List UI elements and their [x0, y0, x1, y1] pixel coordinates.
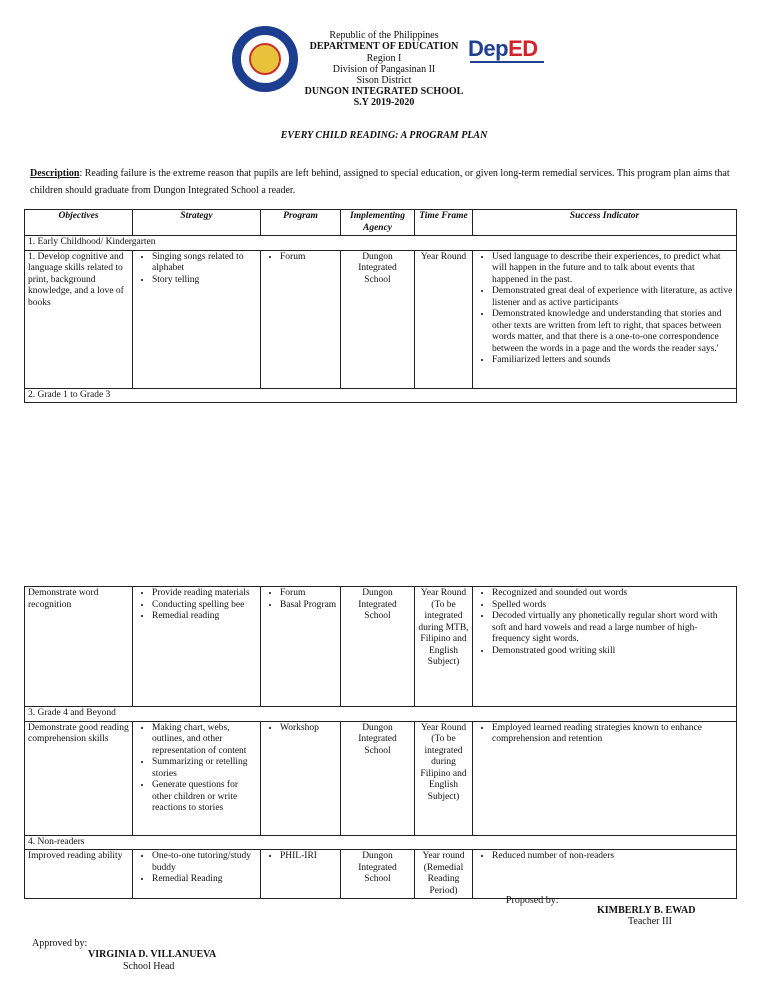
table-header-row	[25, 210, 737, 236]
header-agency: Implementing Agency	[341, 210, 415, 236]
description-label: Description	[30, 168, 80, 179]
section-label: 4. Non-readers	[25, 835, 737, 850]
strategy-item: • Remedial reading	[152, 611, 257, 623]
table-row	[25, 587, 737, 707]
table-row	[25, 250, 737, 388]
indicator-cell	[473, 850, 737, 899]
table-row	[25, 721, 737, 835]
header-time-frame: Time Frame	[415, 210, 473, 236]
header-objectives: Objectives	[25, 210, 133, 236]
division-line: Division of Pangasinan II	[332, 64, 436, 75]
strategy-item: • Story telling	[152, 275, 257, 287]
department-line: DEPARTMENT OF EDUCATION	[309, 41, 459, 52]
republic-line: Republic of the Philippines	[329, 30, 439, 41]
page-title: EVERY CHILD READING: A PROGRAM PLAN	[280, 130, 488, 141]
table-row	[25, 850, 737, 899]
district-line: Sison District	[356, 75, 412, 86]
indicator-item: • Spelled words	[492, 600, 733, 612]
header-program: Program	[261, 210, 341, 236]
header-success-indicator: Success Indicator	[473, 210, 737, 236]
program-item: • PHIL-IRI	[280, 851, 337, 863]
program-plan-table-1	[24, 209, 737, 403]
strategy-cell	[133, 250, 261, 388]
indicator-item: • Decoded virtually any phonetically regular short word with soft and hard vowels and read a large number of high-frequency sight words.	[492, 611, 733, 646]
program-item: • Forum	[280, 588, 337, 600]
objective-cell: Improved reading ability	[25, 850, 133, 899]
header-strategy: Strategy	[133, 210, 261, 236]
objective-cell: 1. Develop cognitive and language skills related to print, background knowledge, and a love of books	[25, 250, 133, 388]
agency-cell: Dungon Integrated School	[341, 721, 415, 835]
indicator-item: • Used language to describe their experiences, to predict what will happen in the future and to talk about events that happened in the past.	[492, 252, 733, 287]
strategy-item: • Singing songs related to alphabet	[152, 252, 257, 275]
description-text: : Reading failure is the extreme reason that pupils are left behind, assigned to special education, or given long-term remedial services. This program plan aims that children should graduate from Dungon Integrated School a reader.	[30, 168, 730, 196]
indicator-item: • Demonstrated knowledge and understanding that stories and other texts are written from left to right, that spaces between words matter, and that there is a one-to-one correspondence between the words in a page and the words the reader says.'	[492, 309, 733, 355]
indicator-item: • Demonstrated good writing skill	[492, 646, 733, 658]
indicator-item: • Recognized and sounded out words	[492, 588, 733, 600]
strategy-item: • Making chart, webs, outlines, and other representation of content	[152, 723, 257, 758]
program-cell	[261, 850, 341, 899]
indicator-cell	[473, 721, 737, 835]
section-label: 2. Grade 1 to Grade 3	[25, 388, 737, 403]
strategy-item: • Remedial Reading	[152, 874, 257, 886]
indicator-item: • Reduced number of non-readers	[492, 851, 733, 863]
approver-title: School Head	[123, 961, 175, 972]
section-label: 3. Grade 4 and Beyond	[25, 707, 737, 722]
indicator-item: • Employed learned reading strategies known to enhance comprehension and retention	[492, 723, 733, 746]
time-frame-cell: Year Round (To be integrated during MTB, Filipino and English Subject)	[415, 587, 473, 707]
program-plan-table-2	[24, 586, 737, 899]
indicator-item: • Familiarized letters and sounds	[492, 355, 733, 367]
approver-name: VIRGINIA D. VILLANUEVA	[88, 949, 217, 960]
proposer-name: KIMBERLY B. EWAD	[597, 905, 696, 916]
school-name: DUNGON INTEGRATED SCHOOL	[304, 86, 464, 97]
agency-cell: Dungon Integrated School	[341, 587, 415, 707]
strategy-item: • Conducting spelling bee	[152, 600, 257, 612]
strategy-cell	[133, 850, 261, 899]
description	[30, 165, 730, 199]
objective-cell: Demonstrate good reading comprehension skills	[25, 721, 133, 835]
objective-cell: Demonstrate word recognition	[25, 587, 133, 707]
indicator-cell	[473, 587, 737, 707]
program-cell	[261, 587, 341, 707]
region-line: Region I	[366, 53, 402, 64]
strategy-item: • Summarizing or retelling stories	[152, 757, 257, 780]
strategy-cell	[133, 587, 261, 707]
time-frame-cell: Year Round	[415, 250, 473, 388]
program-cell	[261, 250, 341, 388]
indicator-cell	[473, 250, 737, 388]
indicator-item: • Demonstrated great deal of experience with literature, as active listener and as active participants	[492, 286, 733, 309]
proposer-title: Teacher III	[628, 916, 672, 927]
approved-by-label: Approved by:	[32, 938, 88, 949]
program-item: • Basal Program	[280, 600, 337, 612]
agency-cell: Dungon Integrated School	[341, 250, 415, 388]
school-year: S.Y 2019-2020	[353, 97, 415, 108]
section-label: 1. Early Childhood/ Kindergarten	[25, 236, 737, 251]
strategy-item: • One-to-one tutoring/study buddy	[152, 851, 257, 874]
strategy-item: • Provide reading materials	[152, 588, 257, 600]
time-frame-cell: Year round (Remedial Reading Period)	[415, 850, 473, 899]
strategy-cell	[133, 721, 261, 835]
proposed-by-label: Proposed by:	[506, 895, 559, 906]
time-frame-cell: Year Round (To be integrated during Filipino and English Subject)	[415, 721, 473, 835]
program-item: • Workshop	[280, 723, 337, 735]
program-cell	[261, 721, 341, 835]
agency-cell: Dungon Integrated School	[341, 850, 415, 899]
program-item: • Forum	[280, 252, 337, 264]
deped-logo: DepED	[468, 36, 538, 62]
strategy-item: • Generate questions for other children or write reactions to stories	[152, 780, 257, 815]
